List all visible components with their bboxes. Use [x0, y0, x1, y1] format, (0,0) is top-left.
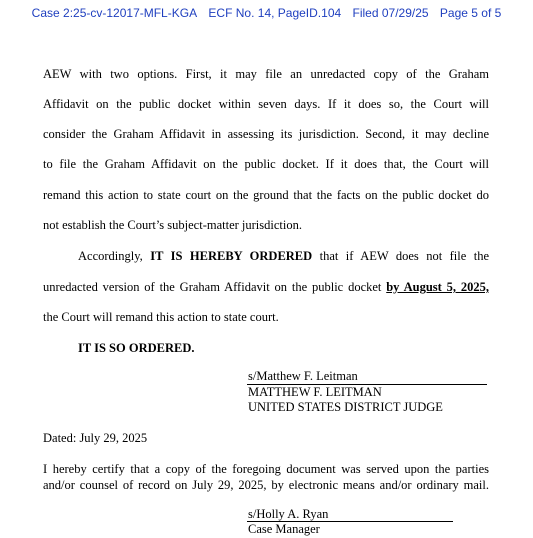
- body-line: AEW with two options. First, it may file an unredacted copy of the Graham: [43, 67, 489, 81]
- page-number: Page 5 of 5: [439, 6, 502, 20]
- body-line: Affidavit on the public docket within seven days. If it does so, the Court will: [43, 97, 489, 111]
- body-line: remand this action to state court on the ground that the facts on the public docket do: [43, 188, 489, 202]
- dated-line: Dated: July 29, 2025: [43, 431, 148, 445]
- ecf-number: ECF No. 14, PageID.104: [208, 6, 342, 20]
- judge-signature: s/Matthew F. Leitman: [248, 369, 358, 383]
- judge-name: MATTHEW F. LEITMAN: [248, 385, 382, 399]
- clerk-title: Case Manager: [248, 522, 320, 536]
- certificate-line: I hereby certify that a copy of the foregoing document was served upon the parties: [43, 462, 489, 476]
- ecf-header: [0, 6, 533, 20]
- certificate-line: and/or counsel of record on July 29, 2025, by electronic means and/or ordinary mail.: [43, 478, 489, 492]
- filed-date: Filed 07/29/25: [352, 6, 429, 20]
- body-line: not establish the Court’s subject-matter jurisdiction.: [43, 218, 302, 232]
- deadline-date: by August 5, 2025,: [386, 280, 489, 294]
- so-ordered: IT IS SO ORDERED.: [78, 341, 195, 355]
- case-number: Case 2:25-cv-12017-MFL-KGA: [31, 6, 198, 20]
- body-line: consider the Graham Affidavit in assessing its jurisdiction. Second, it may decline: [43, 127, 489, 141]
- order-line: the Court will remand this action to state court.: [43, 310, 279, 324]
- clerk-signature: s/Holly A. Ryan: [248, 507, 329, 521]
- order-emphasis: IT IS HEREBY ORDERED: [150, 249, 313, 263]
- judge-title: UNITED STATES DISTRICT JUDGE: [248, 400, 443, 414]
- order-line: unredacted version of the Graham Affidavit on the public docket by August 5, 2025,: [43, 280, 489, 294]
- order-line: Accordingly, IT IS HEREBY ORDERED that if AEW does not file the: [78, 249, 489, 263]
- body-line: to file the Graham Affidavit on the public docket. If it does that, the Court will: [43, 157, 489, 171]
